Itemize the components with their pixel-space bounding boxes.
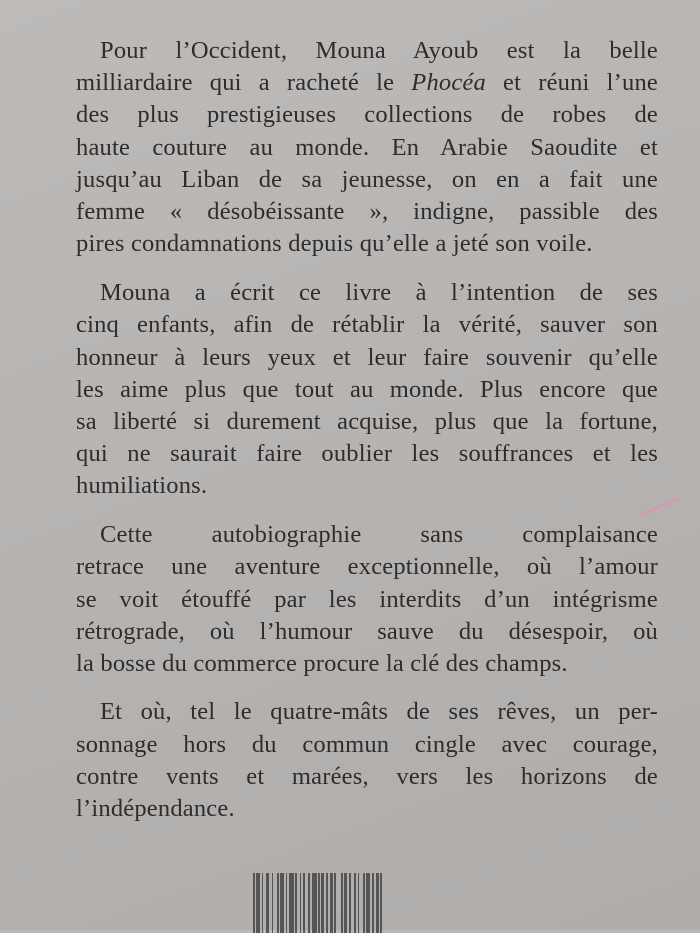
text-line: humiliations.: [76, 472, 208, 499]
text-line: Et où, tel le quatre-mâts de ses rêves, un per-: [100, 698, 658, 725]
text-line: qui ne saurait faire oublier les souffrances et les: [76, 440, 658, 467]
text-line: Mouna a écrit ce livre à l’intention de ses: [100, 279, 658, 306]
text-line: la bosse du commerce procure la clé des champs.: [76, 650, 568, 677]
text-line: pires condamnations depuis qu’elle a jeté son voile.: [76, 230, 593, 257]
text-line: cinq enfants, afin de rétablir la vérité, sauver son: [76, 311, 658, 338]
barcode: [253, 873, 431, 933]
text-line: les aime plus que tout au monde. Plus encore que: [76, 376, 658, 403]
text-line: haute couture au monde. En Arabie Saoudite et: [76, 134, 658, 161]
text-line: sonnage hors du commun cingle avec courage,: [76, 731, 658, 758]
text-line: rétrograde, où l’humour sauve du désespoir, où: [76, 618, 658, 645]
text-line: contre vents et marées, vers les horizons de: [76, 763, 658, 790]
text-line: Cette autobiographie sans complaisance: [100, 521, 658, 548]
barcode-space: [382, 873, 383, 933]
text-line: milliardaire qui a racheté le Phocéa et réuni l’une: [76, 69, 658, 96]
text-line: sa liberté si durement acquise, plus que la fortune,: [76, 408, 658, 435]
text-line: jusqu’au Liban de sa jeunesse, on en a fait une: [76, 166, 658, 193]
text-line: se voit étouffé par les interdits d’un intégrisme: [76, 586, 658, 613]
text-line: retrace une aventure exceptionnelle, où l’amour: [76, 553, 658, 580]
text-line: honneur à leurs yeux et leur faire souvenir qu’elle: [76, 344, 658, 371]
text-line: des plus prestigieuses collections de robes de: [76, 101, 658, 128]
text-line: Pour l’Occident, Mouna Ayoub est la belle: [100, 37, 658, 64]
text-line: l’indépendance.: [76, 795, 235, 822]
text-line: femme « désobéissante », indigne, passible des: [76, 198, 658, 225]
